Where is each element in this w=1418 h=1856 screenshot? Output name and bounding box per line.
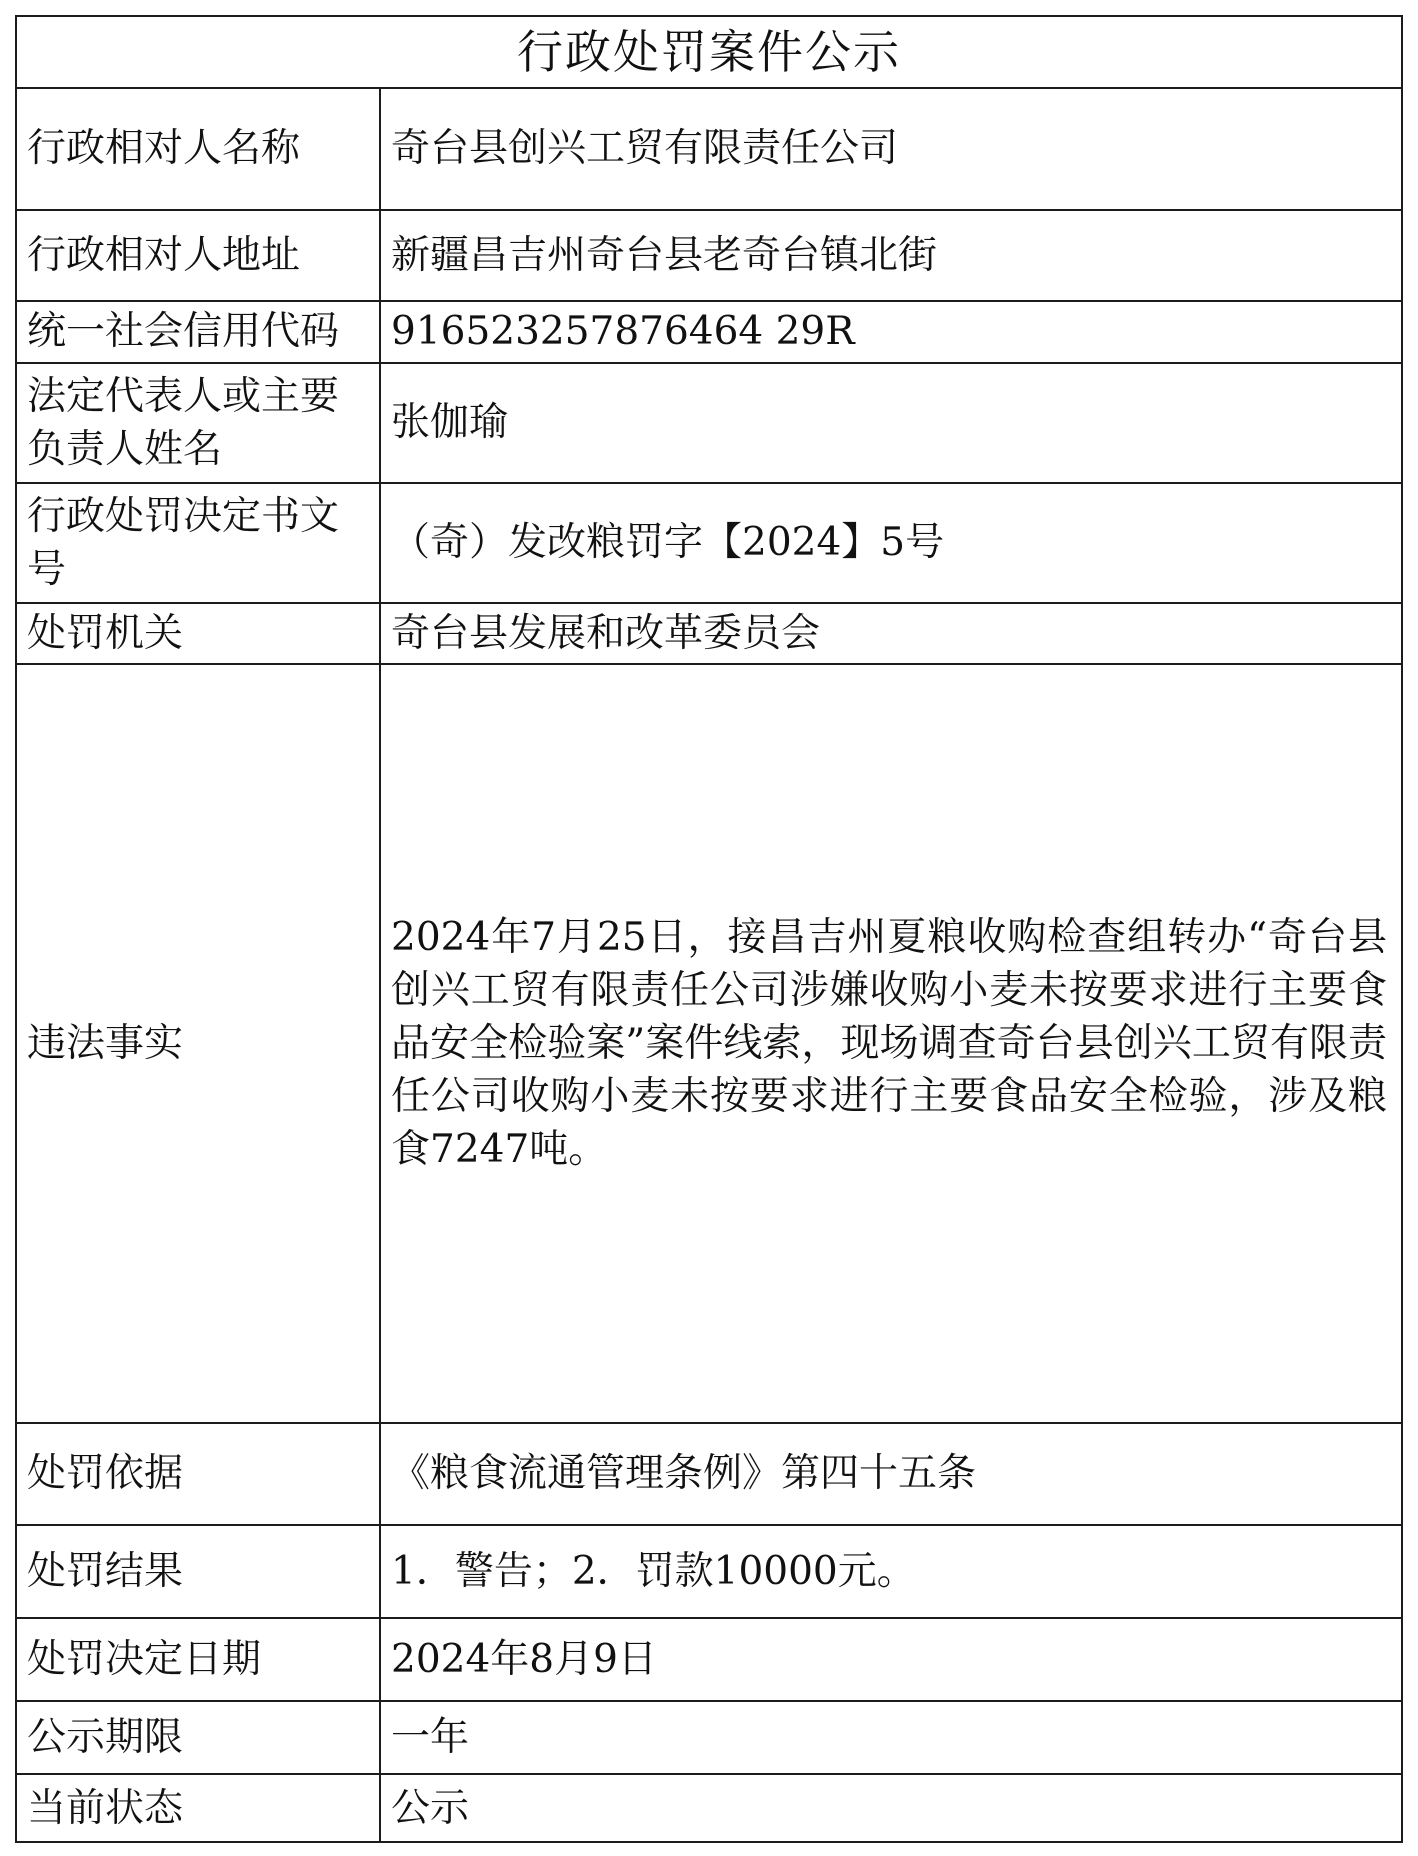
page-title: 行政处罚案件公示 (16, 16, 1402, 88)
table-row (16, 301, 1402, 362)
field-value-credit-code: 916523257876464 29R (380, 301, 1402, 362)
field-label-disclosure-period: 公示期限 (16, 1701, 380, 1774)
title-row (16, 16, 1402, 88)
field-value-party-name: 奇台县创兴工贸有限责任公司 (380, 88, 1402, 210)
table-row (16, 88, 1402, 210)
field-label-legal-basis: 处罚依据 (16, 1423, 380, 1525)
field-value-violation-facts: 2024年7月25日，接昌吉州夏粮收购检查组转办“奇台县创兴工贸有限责任公司涉嫌收购小麦未按要求进行主要食品安全检验案”案件线索，现场调查奇台县创兴工贸有限责任公司收购小麦未按要求进行主要食品安全检验，涉及粮食7247吨。 (380, 664, 1402, 1423)
table-row (16, 363, 1402, 483)
field-label-penalty-result: 处罚结果 (16, 1525, 380, 1618)
table-row (16, 664, 1402, 1423)
field-value-decision-number: （奇）发改粮罚字【2024】5号 (380, 483, 1402, 603)
field-label-violation-facts: 违法事实 (16, 664, 380, 1423)
field-label-legal-representative: 法定代表人或主要负责人姓名 (16, 363, 380, 483)
table-row (16, 1525, 1402, 1618)
table-row (16, 1618, 1402, 1700)
table-row (16, 1774, 1402, 1842)
table-row (16, 1423, 1402, 1525)
field-label-party-address: 行政相对人地址 (16, 210, 380, 301)
field-value-penalty-result: 1．警告；2．罚款10000元。 (380, 1525, 1402, 1618)
penalty-disclosure-table (15, 15, 1403, 1843)
field-value-legal-representative: 张伽瑜 (380, 363, 1402, 483)
table-row (16, 210, 1402, 301)
table-row (16, 603, 1402, 664)
field-label-party-name: 行政相对人名称 (16, 88, 380, 210)
field-label-authority: 处罚机关 (16, 603, 380, 664)
field-label-decision-date: 处罚决定日期 (16, 1618, 380, 1700)
table-row (16, 1701, 1402, 1774)
field-value-disclosure-period: 一年 (380, 1701, 1402, 1774)
field-value-current-status: 公示 (380, 1774, 1402, 1842)
field-value-party-address: 新疆昌吉州奇台县老奇台镇北街 (380, 210, 1402, 301)
field-value-authority: 奇台县发展和改革委员会 (380, 603, 1402, 664)
field-label-credit-code: 统一社会信用代码 (16, 301, 380, 362)
field-label-current-status: 当前状态 (16, 1774, 380, 1842)
field-value-legal-basis: 《粮食流通管理条例》第四十五条 (380, 1423, 1402, 1525)
table-row (16, 483, 1402, 603)
field-value-decision-date: 2024年8月9日 (380, 1618, 1402, 1700)
field-label-decision-number: 行政处罚决定书文号 (16, 483, 380, 603)
